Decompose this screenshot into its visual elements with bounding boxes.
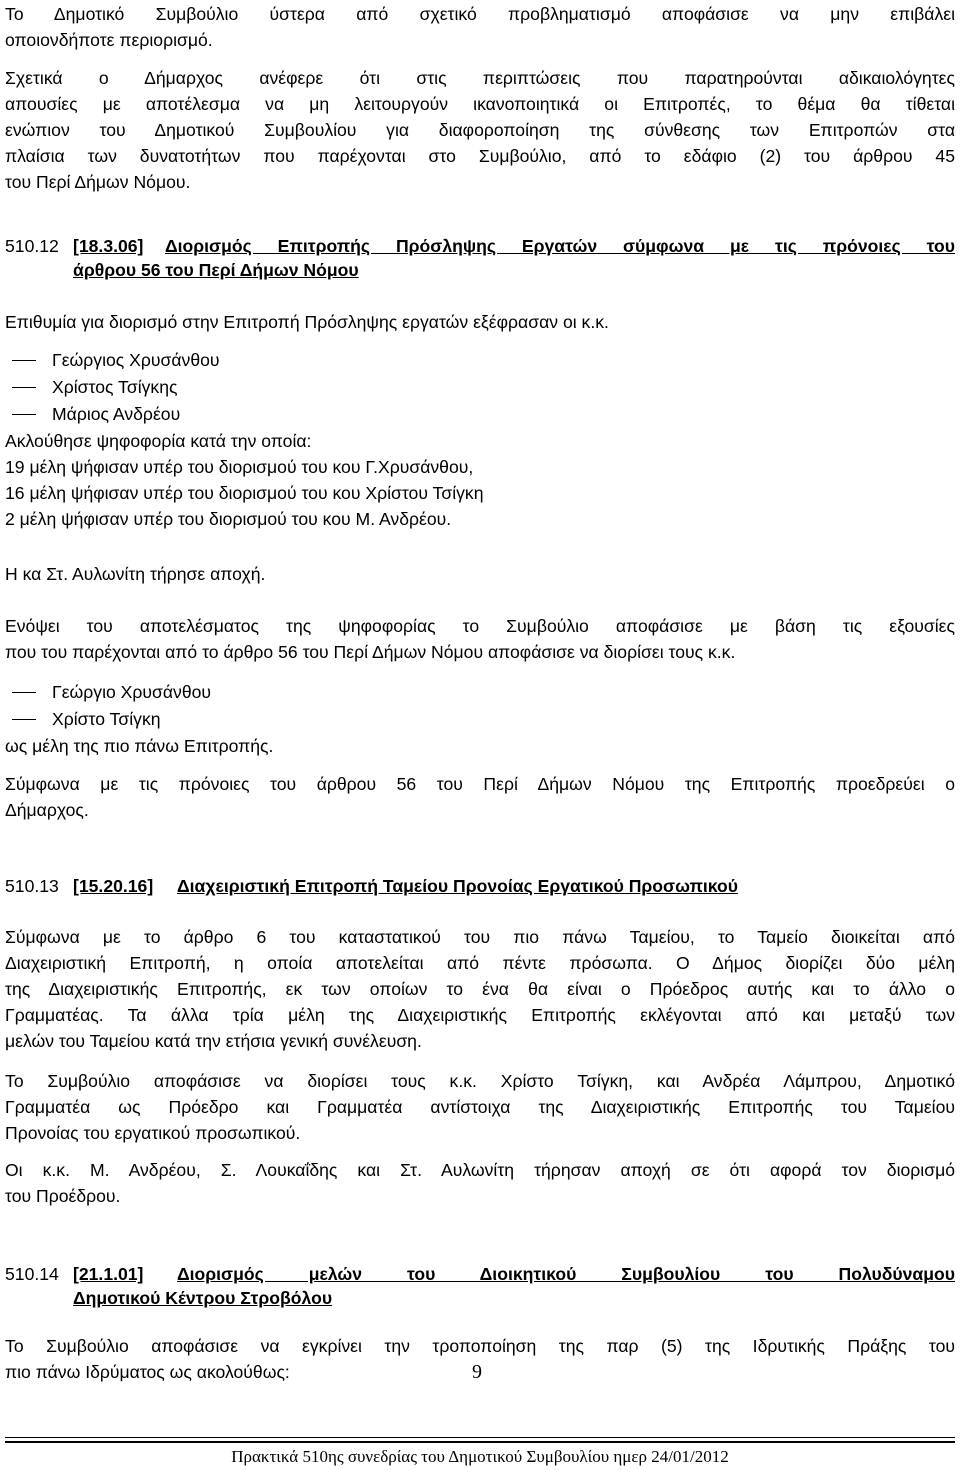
text-line: πιο πάνω Ιδρύματος ως ακολούθως: bbox=[5, 1362, 290, 1382]
list-item: Γεώργιο Χρυσάνθου bbox=[52, 682, 212, 702]
page-number: 9 bbox=[472, 1361, 482, 1383]
text-line: Σύμφωνα με τις πρόνοιες του άρθρου 56 του Περί Δήμων Νόμου της Επιτροπής προεδρεύει ο bbox=[5, 774, 955, 794]
text-line: Διαχειριστική Επιτροπή, η οποία αποτελείται από πέντε πρόσωπα. Ο Δήμος διορίζει δύο μέλη bbox=[5, 953, 955, 973]
paragraph-vote-outcome bbox=[5, 613, 955, 665]
section-number: 510.14 bbox=[5, 1264, 59, 1284]
dash-bullet-icon bbox=[12, 387, 36, 388]
paragraph-members: ως μέλη της πιο πάνω Επιτροπής. bbox=[5, 736, 274, 756]
paragraph-abstentions bbox=[5, 1157, 955, 1209]
section-title: Διορισμός Επιτροπής Πρόσληψης Εργατών σύμφωνα με τις πρόνοιες του bbox=[165, 236, 955, 256]
paragraph-fund-appointment bbox=[5, 1068, 955, 1146]
list-item: Χρίστος Τσίγκης bbox=[52, 377, 178, 397]
list-item: Χρίστο Τσίγκη bbox=[52, 709, 161, 729]
footer-rule bbox=[5, 1437, 955, 1438]
text-line: Γραμματέας. Τα άλλα τρία μέλη της Διαχειριστικής Επιτροπής εκλέγονται από και μεταξύ των bbox=[5, 1005, 955, 1025]
footer-rule bbox=[5, 1441, 955, 1443]
text-line: Το Συμβούλιο αποφάσισε να διορίσει τους κ.κ. Χρίστο Τσίγκη, και Ανδρέα Λάμπρου, Δημοτικό bbox=[5, 1071, 955, 1091]
dash-bullet-icon bbox=[12, 692, 36, 693]
text-line: απουσίες με αποτέλεσμα να μη λειτουργούν ικανοποιητικά οι Επιτροπές, το θέμα θα τίθεται bbox=[5, 94, 955, 114]
section-number: 510.12 bbox=[5, 236, 59, 256]
page-footer: Πρακτικά 510ης συνεδρίας του Δημοτικού Συμβουλίου ημερ 24/01/2012 bbox=[231, 1447, 729, 1466]
text-line: Προνοίας του εργατικού προσωπικού. bbox=[5, 1123, 301, 1143]
text-line: Ενόψει του αποτελέσματος της ψηφοφορίας το Συμβούλιο αποφάσισε με βάση τις εξουσίες bbox=[5, 616, 955, 636]
dash-bullet-icon bbox=[12, 414, 36, 415]
section-title: Διορισμός μελών του Διοικητικού Συμβουλίου του Πολυδύναμου bbox=[177, 1264, 955, 1284]
text-line: Σύμφωνα με το άρθρο 6 του καταστατικού του πιο πάνω Ταμείου, το Ταμείο διοικείται από bbox=[5, 927, 955, 947]
text-line: που του παρέχονται από το άρθρο 56 του Περί Δήμων Νόμου αποφάσισε να διορίσει τους κ.κ. bbox=[5, 642, 736, 662]
dash-bullet-icon bbox=[12, 719, 36, 720]
list-item: Μάριος Ανδρέου bbox=[52, 404, 181, 424]
paragraph-mayor-statement bbox=[5, 65, 955, 195]
text-line: 19 μέλη ψήφισαν υπέρ του διορισμού του κου Γ.Χρυσάνθου, bbox=[5, 457, 474, 477]
text-line: οποιονδήποτε περιορισμό. bbox=[5, 30, 213, 50]
text-line: πλαίσια των δυνατοτήτων που παρέχονται στο Συμβούλιο, από το εδάφιο (2) του άρθρου 45 bbox=[5, 146, 955, 166]
text-line: ενώπιον του Δημοτικού Συμβουλίου για διαφοροποίηση της σύνθεσης των Επιτροπών στα bbox=[5, 120, 955, 140]
text-line: του Περί Δήμων Νόμου. bbox=[5, 172, 191, 192]
text-line: Οι κ.κ. Μ. Ανδρέου, Σ. Λουκαΐδης και Στ. Αυλωνίτη τήρησαν αποχή σε ότι αφορά τον διορισμό bbox=[5, 1160, 955, 1180]
paragraph-expressed-interest: Επιθυμία για διορισμό στην Επιτροπή Πρόσληψης εργατών εξέφρασαν οι κ.κ. bbox=[5, 312, 609, 332]
section-title-line2: άρθρου 56 του Περί Δήμων Νόμου bbox=[73, 260, 359, 280]
section-code: [21.1.01] bbox=[73, 1264, 144, 1284]
text-line: Το Δημοτικό Συμβούλιο ύστερα από σχετικό προβληματισμό αποφάσισε να μην επιβάλει bbox=[5, 4, 955, 24]
paragraph-chair bbox=[5, 771, 955, 823]
text-line: του Προέδρου. bbox=[5, 1186, 121, 1206]
dash-bullet-icon bbox=[12, 360, 36, 361]
list-item: Γεώργιος Χρυσάνθου bbox=[52, 350, 220, 370]
text-line: μελών του Ταμείου κατά την ετήσια γενική συνέλευση. bbox=[5, 1031, 422, 1051]
section-code: [18.3.06] bbox=[73, 236, 144, 256]
abstention-note: Η κα Στ. Αυλωνίτη τήρησε αποχή. bbox=[5, 564, 266, 584]
section-number: 510.13 bbox=[5, 876, 59, 896]
text-line: 2 μέλη ψήφισαν υπέρ του διορισμού του κου Μ. Ανδρέου. bbox=[5, 509, 452, 529]
text-line: Γραμματέα ως Πρόεδρο και Γραμματέα αντίστοιχα της Διαχειριστικής Επιτροπής του Ταμείου bbox=[5, 1097, 955, 1117]
text-line: Ακλούθησε ψηφοφορία κατά την οποία: bbox=[5, 431, 312, 451]
section-code: [15.20.16] bbox=[73, 876, 154, 896]
text-line: Σχετικά ο Δήμαρχος ανέφερε ότι στις περιπτώσεις που παρατηρούνται αδικαιολόγητες bbox=[5, 68, 955, 88]
vote-results bbox=[5, 428, 955, 532]
text-line: 16 μέλη ψήφισαν υπέρ του διορισμού του κου Χρίστου Τσίγκη bbox=[5, 483, 484, 503]
text-line: Δήμαρχος. bbox=[5, 800, 89, 820]
text-line: Το Συμβούλιο αποφάσισε να εγκρίνει την τροποποίηση της παρ (5) της Ιδρυτικής Πράξης του bbox=[5, 1336, 955, 1356]
section-title: Διαχειριστική Επιτροπή Ταμείου Προνοίας Εργατικού Προσωπικού bbox=[177, 876, 739, 896]
paragraph-council-decision bbox=[5, 1, 955, 53]
text-line: της Διαχειριστικής Επιτροπής, εκ των οποίων το ένα θα είναι ο Πρόεδρος αυτής και το άλλο ο bbox=[5, 979, 955, 999]
paragraph-fund-statute bbox=[5, 924, 955, 1054]
section-title-line2: Δημοτικού Κέντρου Στροβόλου bbox=[73, 1288, 333, 1308]
